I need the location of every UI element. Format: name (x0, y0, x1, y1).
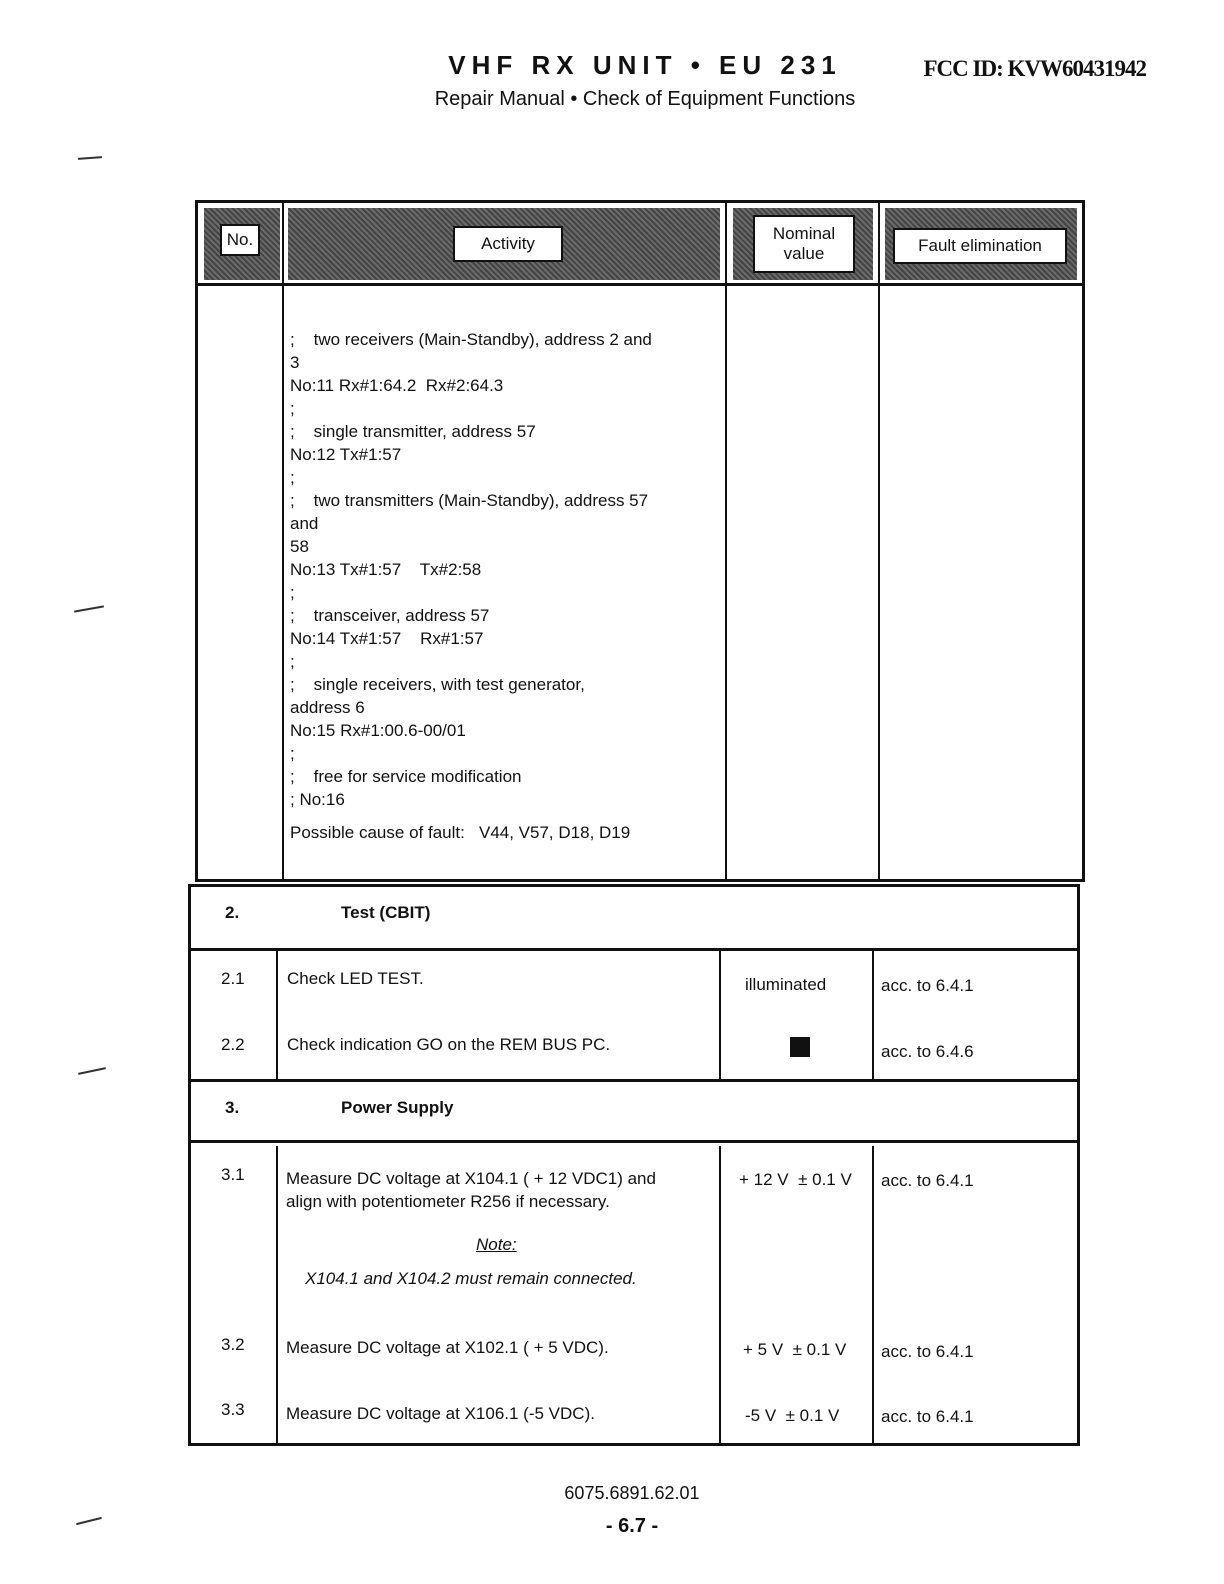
column-divider (872, 1146, 874, 1443)
document-number: 6075.6891.62.01 (564, 1483, 700, 1503)
config-line: ; single transmitter, address 57 (290, 422, 536, 441)
config-line: ; single receivers, with test generator, (290, 675, 585, 694)
config-line: ; two receivers (Main-Standby), address 2 and (290, 330, 652, 349)
row-nominal: illuminated (745, 975, 827, 994)
margin-mark (74, 605, 104, 612)
config-line: No:11 Rx#1:64.2 Rx#2:64.3 (290, 376, 504, 395)
row-nominal: + 12 V ± 0.1 V (739, 1170, 852, 1189)
column-header-nominal-value: Nominal value (753, 215, 855, 273)
column-divider (878, 203, 880, 879)
column-divider (276, 951, 278, 1079)
procedure-table-lower (188, 884, 1080, 1446)
continuation-activity (290, 328, 720, 844)
row-activity: Measure DC voltage at X104.1 ( + 12 VDC1) and align with potentiometer R256 if necessary. (286, 1169, 656, 1211)
row-number: 3.1 (221, 1165, 245, 1184)
row-fault: acc. to 6.4.6 (881, 1042, 974, 1061)
column-header-fault-elimination: Fault elimination (893, 228, 1067, 264)
config-line: ; (290, 468, 295, 487)
config-line: and (290, 514, 319, 533)
row-number: 3.3 (221, 1400, 245, 1419)
page-number: - 6.7 - (605, 1515, 659, 1537)
config-line: ; (290, 744, 295, 763)
possible-cause-text: Possible cause of fault: V44, V57, D18, D19 (290, 823, 631, 842)
column-divider (276, 1146, 278, 1443)
config-line: ; (290, 399, 295, 418)
config-line: 58 (290, 537, 309, 556)
section-title: Test (CBIT) (341, 903, 431, 922)
row-activity: Check indication GO on the REM BUS PC. (287, 1035, 611, 1054)
row-activity: Measure DC voltage at X106.1 (-5 VDC). (286, 1404, 595, 1423)
config-line: ; free for service modification (290, 767, 522, 786)
row-fault: acc. to 6.4.1 (881, 976, 974, 995)
config-line: 3 (290, 353, 300, 372)
margin-mark (78, 156, 102, 160)
row-activity: Measure DC voltage at X102.1 ( + 5 VDC). (286, 1338, 609, 1357)
document-subtitle: Repair Manual • Check of Equipment Functions (434, 88, 856, 110)
column-divider (719, 951, 721, 1079)
section-header-test (191, 887, 1077, 951)
section-number: 3. (225, 1098, 240, 1117)
config-line: No:15 Rx#1:00.6-00/01 (290, 721, 466, 740)
column-header-no: No. (220, 224, 260, 256)
row-number: 2.2 (221, 1035, 245, 1054)
config-line: No:12 Tx#1:57 (290, 445, 402, 464)
document-title: VHF RX UNIT • EU 231 (448, 50, 842, 80)
config-line: No:13 Tx#1:57 Tx#2:58 (290, 560, 482, 579)
config-line: ; (290, 583, 295, 602)
row-activity: Check LED TEST. (287, 969, 424, 988)
led-go-indicator-icon (790, 1037, 810, 1057)
section-title: Power Supply (341, 1098, 454, 1117)
config-line: ; No:16 (290, 790, 345, 809)
row-nominal: + 5 V ± 0.1 V (743, 1340, 847, 1359)
column-divider (719, 1146, 721, 1443)
note-label: Note: (476, 1235, 517, 1254)
row-nominal: -5 V ± 0.1 V (745, 1406, 840, 1425)
column-header-activity: Activity (453, 226, 563, 262)
config-line: ; (290, 652, 295, 671)
config-line: No:14 Tx#1:57 Rx#1:57 (290, 629, 484, 648)
column-divider (725, 203, 727, 879)
column-divider (282, 203, 284, 879)
procedure-table (195, 200, 1085, 882)
fcc-id: FCC ID: KVW60431942 (923, 56, 1146, 81)
config-line: ; transceiver, address 57 (290, 606, 490, 625)
section-number: 2. (225, 903, 240, 922)
column-divider (872, 951, 874, 1079)
note-text: X104.1 and X104.2 must remain connected. (305, 1269, 637, 1288)
row-number: 2.1 (221, 969, 245, 988)
config-line: address 6 (290, 698, 365, 717)
config-line: ; two transmitters (Main-Standby), address 57 (290, 491, 649, 510)
row-fault: acc. to 6.4.1 (881, 1171, 974, 1190)
section-header-power-supply (191, 1079, 1077, 1143)
header-divider (198, 283, 1082, 286)
row-number: 3.2 (221, 1335, 245, 1354)
row-fault: acc. to 6.4.1 (881, 1342, 974, 1361)
row-fault: acc. to 6.4.1 (881, 1407, 974, 1426)
margin-mark (78, 1067, 106, 1075)
